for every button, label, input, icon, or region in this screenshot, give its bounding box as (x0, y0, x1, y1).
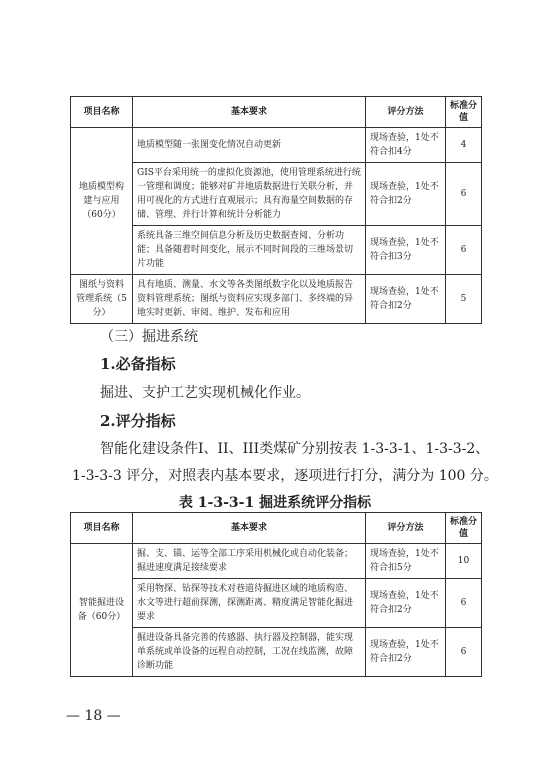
subsection-heading-scoring: 2.评分指标 (100, 412, 176, 430)
table-tunneling-scoring (70, 512, 482, 677)
table-row (71, 226, 482, 275)
paragraph-line-2: 1-3-3-3 评分，对照表内基本要求，逐项进行打分，满分为 100 分。 (72, 468, 498, 484)
header-standard-score: 标准分值 (446, 97, 482, 128)
score-cell: 6 (446, 163, 482, 226)
table-geology-scoring (70, 96, 482, 324)
table-row (71, 163, 482, 226)
requirement-cell: GIS平台采用统一的虚拟化资源池，使用管理系统进行统一管理和调度；能够对矿井地质数据进行关联分析，并用可视化的方式进行直观展示；具有海量空间数据的存储、管理、并行计算和统计分析能力 (133, 163, 366, 226)
table-caption: 表 1-3-3-1 掘进系统评分指标 (178, 495, 372, 511)
score-cell: 6 (446, 628, 482, 677)
score-cell: 6 (446, 226, 482, 275)
subsection-heading-mandatory: 1.必备指标 (100, 355, 176, 373)
requirement-cell: 采用物探、钻探等技术对巷道待掘进区域的地质构造、水文等进行超前探测，探测距离、精度满足智能化掘进要求 (133, 579, 366, 628)
method-cell: 现场查验，1处不符合扣2分 (366, 579, 446, 628)
category-cell: 智能掘进设备（60分） (71, 544, 133, 677)
score-cell: 5 (446, 275, 482, 324)
category-cell: 图纸与资料管理系统（5分） (71, 275, 133, 324)
page-number: — 18 — (66, 708, 121, 724)
method-cell: 现场查验，1处不符合扣2分 (366, 163, 446, 226)
table-header-row (71, 513, 482, 544)
requirement-cell: 地质模型随一张图变化情况自动更新 (133, 128, 366, 163)
table-row (71, 544, 482, 579)
method-cell: 现场查验，1处不符合扣5分 (366, 544, 446, 579)
requirement-cell: 掘、支、锚、运等全部工序采用机械化或自动化装备；掘进速度满足接续要求 (133, 544, 366, 579)
header-project-name: 项目名称 (71, 513, 133, 544)
header-basic-requirement: 基本要求 (133, 513, 366, 544)
requirement-cell: 掘进设备具备完善的传感器、执行器及控制器，能实现单系统或单设备的远程自动控制，工况在线监测，故障诊断功能 (133, 628, 366, 677)
header-scoring-method: 评分方法 (366, 513, 446, 544)
table-row (71, 275, 482, 324)
paragraph-line-1: 智能化建设条件I、II、III类煤矿分别按表 1-3-3-1、1-3-3-2、 (100, 441, 490, 457)
header-project-name: 项目名称 (71, 97, 133, 128)
section-heading: （三）掘进系统 (100, 329, 198, 345)
requirement-cell: 系统具备三维空间信息分析及历史数据查阅、分析功能；具备随着时间变化，展示不同时间段的三维场景切片功能 (133, 226, 366, 275)
category-cell: 地质模型构建与应用（60分） (71, 128, 133, 275)
table-row (71, 579, 482, 628)
table-row (71, 128, 482, 163)
requirement-cell: 具有地质、测量、水文等各类图纸数字化以及地质报告资料管理系统；图纸与资料应实现多部门、多终端的异地实时更新、审阅、维护、发布和应用 (133, 275, 366, 324)
header-scoring-method: 评分方法 (366, 97, 446, 128)
method-cell: 现场查验，1处不符合扣4分 (366, 128, 446, 163)
method-cell: 现场查验，1处不符合扣3分 (366, 226, 446, 275)
score-cell: 6 (446, 579, 482, 628)
score-cell: 4 (446, 128, 482, 163)
score-cell: 10 (446, 544, 482, 579)
header-standard-score: 标准分值 (446, 513, 482, 544)
paragraph-mandatory: 掘进、支护工艺实现机械化作业。 (100, 385, 310, 401)
method-cell: 现场查验，1处不符合扣2分 (366, 275, 446, 324)
table-header-row (71, 97, 482, 128)
header-basic-requirement: 基本要求 (133, 97, 366, 128)
method-cell: 现场查验，1处不符合扣2分 (366, 628, 446, 677)
table-row (71, 628, 482, 677)
